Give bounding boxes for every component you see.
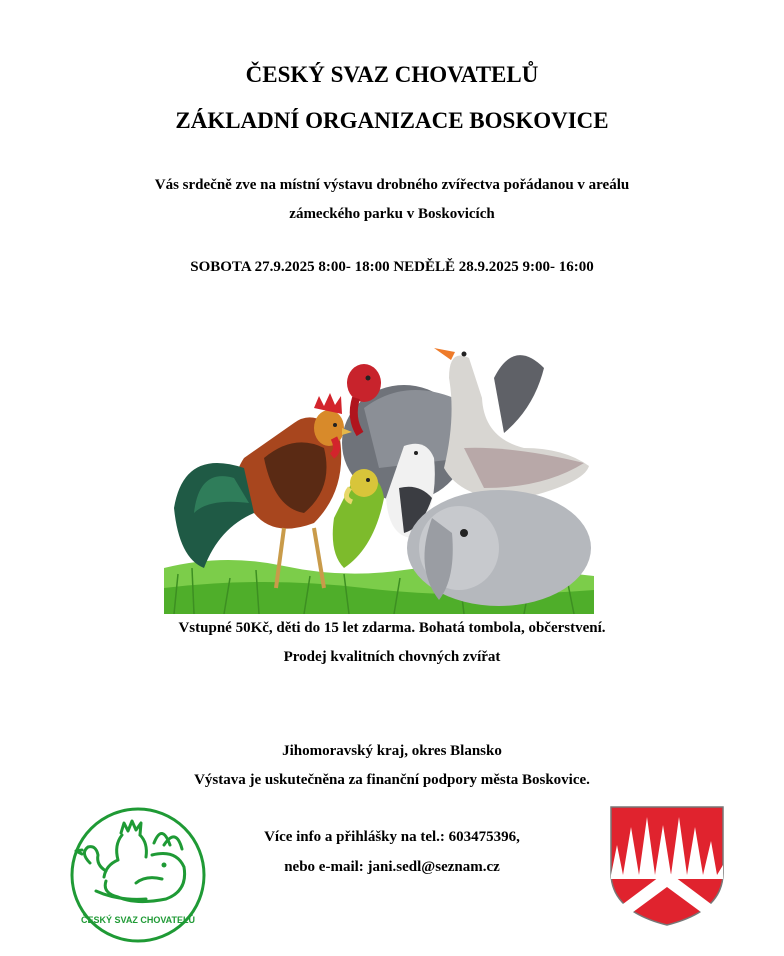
region-text: Jihomoravský kraj, okres Blansko [282, 743, 502, 759]
logo-text: ČESKÝ SVAZ CHOVATELŮ [80, 915, 196, 925]
animals-illustration [164, 338, 594, 614]
contact-email: nebo e-mail: jani.sedl@seznam.cz [284, 859, 500, 875]
breeders-union-logo [66, 805, 211, 945]
support-text: Výstava je uskutečněna za finanční podpory města Boskovice. [194, 772, 590, 788]
schedule-text: SOBOTA 27.9.2025 8:00- 18:00 NEDĚLĚ 28.9.2025 9:00- 16:00 [190, 259, 594, 275]
entry-line-1: Vstupné 50Kč, děti do 15 let zdarma. Bohatá tombola, občerstvení. [178, 620, 606, 636]
contact-phone: Více info a přihlášky na tel.: 603475396, [264, 829, 520, 845]
title-line-2: ZÁKLADNÍ ORGANIZACE BOSKOVICE [175, 108, 609, 133]
coat-of-arms [609, 805, 725, 927]
invitation-line-1: Vás srdečně zve na místní výstavu drobného zvířectva pořádanou v areálu [154, 177, 630, 193]
title-line-1: ČESKÝ SVAZ CHOVATELŮ [245, 62, 539, 87]
entry-line-2: Prodej kvalitních chovných zvířat [283, 649, 501, 665]
invitation-line-2: zámeckého parku v Boskovicích [289, 206, 495, 222]
